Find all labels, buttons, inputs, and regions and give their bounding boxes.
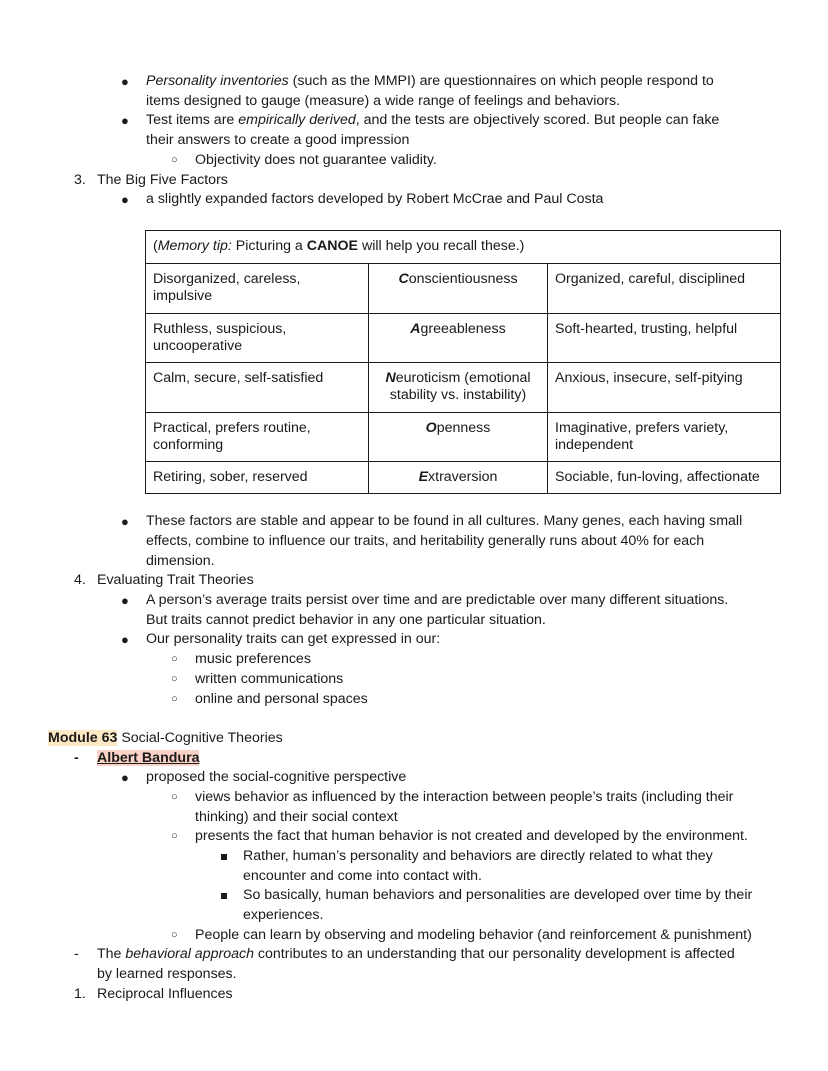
factor-rest: euroticism (emotional stability vs. instability): [389, 370, 531, 404]
low-trait-cell: Calm, secure, self-satisfied: [146, 363, 369, 413]
table-row: [146, 412, 781, 462]
inventory-line-1: [146, 72, 714, 92]
hollow-bullet-icon: ○: [171, 673, 178, 685]
memory-tip-label: Memory tip:: [157, 238, 232, 254]
factor-rest: greeableness: [420, 320, 506, 337]
test-items-post: , and the tests are objectively scored. But people can fake: [355, 112, 720, 128]
factor-cell: [369, 363, 548, 413]
dash-marker: -: [74, 946, 79, 962]
section-4-number: 4.: [74, 572, 86, 588]
high-trait-cell: Sociable, fun-loving, affectionate: [548, 462, 781, 494]
high-trait-cell: Imaginative, prefers variety, independent: [548, 412, 781, 462]
table-row: [146, 231, 781, 264]
factor-initial: E: [418, 469, 429, 486]
factor-initial: A: [410, 320, 421, 337]
hollow-bullet-icon: ○: [171, 154, 178, 166]
list-item: online and personal spaces: [195, 691, 368, 707]
item-1-number: 1.: [74, 986, 86, 1002]
factor-rest: onscientiousness: [408, 271, 518, 287]
behavioral-pre: The: [97, 946, 126, 962]
hollow-bullet-icon: ○: [171, 791, 178, 803]
behavioral-term: behavioral approach: [125, 946, 254, 962]
factor-cell: [369, 313, 548, 363]
list-item: written communications: [195, 671, 344, 687]
high-trait-cell: Organized, careful, disciplined: [548, 264, 781, 314]
hollow-bullet-icon: ○: [171, 929, 178, 941]
behavioral-line-2: by learned responses.: [97, 966, 237, 982]
item-1-title: Reciprocal Influences: [97, 986, 233, 1002]
validity-note: Objectivity does not guarantee validity.: [195, 152, 437, 168]
traits-persist-line-1: A person’s average traits persist over time and are predictable over many different situations.: [146, 592, 729, 608]
basically-line-1: So basically, human behaviors and personalities are developed over time by their: [243, 887, 753, 903]
observing-note: People can learn by observing and modeling behavior (and reinforcement & punishment): [195, 927, 752, 943]
interaction-line-1: views behavior as influenced by the interaction between people’s traits (including their: [195, 789, 734, 805]
test-items-line-2: their answers to create a good impression: [146, 132, 410, 148]
test-items-term: empirically derived: [238, 112, 356, 128]
section-3-number: 3.: [74, 172, 86, 188]
factor-cell: [369, 412, 548, 462]
section-3-title: The Big Five Factors: [97, 172, 228, 188]
module-title: Social-Cognitive Theories: [117, 730, 283, 746]
hollow-bullet-icon: ○: [171, 830, 178, 842]
table-row: [146, 462, 781, 494]
factor-rest: xtraversion: [428, 469, 498, 486]
behavioral-line-1: [97, 945, 735, 965]
bandura-name: [97, 749, 199, 769]
traits-expressed: Our personality traits can get expressed in our:: [146, 631, 441, 647]
test-items-line-1: [146, 111, 719, 131]
hollow-bullet-icon: ○: [171, 653, 178, 665]
square-bullet-icon: [221, 854, 227, 860]
square-bullet-icon: [221, 893, 227, 899]
bullet-icon: ●: [121, 593, 129, 608]
social-cognitive-bullet: proposed the social-cognitive perspective: [146, 769, 407, 785]
memory-tip-post: will help you recall these.): [358, 238, 525, 254]
dash-marker: -: [74, 750, 79, 766]
table-row: [146, 264, 781, 314]
bullet-icon: ●: [121, 632, 129, 647]
factor-rest: penness: [436, 419, 491, 436]
memory-tip-open: (: [153, 238, 158, 254]
bullet-icon: ●: [121, 192, 129, 207]
factor-initial: C: [398, 271, 409, 287]
high-trait-cell: Anxious, insecure, self-pitying: [548, 363, 781, 413]
traits-persist-line-2: But traits cannot predict behavior in any one particular situation.: [146, 612, 546, 628]
low-trait-cell: Ruthless, suspicious, uncooperative: [146, 313, 369, 363]
module-label: Module 63: [48, 730, 118, 746]
inventory-term: Personality inventories: [146, 73, 289, 89]
low-trait-cell: Retiring, sober, reserved: [146, 462, 369, 494]
inventory-text: (such as the MMPI) are questionnaires on which people respond to: [288, 73, 714, 89]
hollow-bullet-icon: ○: [171, 693, 178, 705]
low-trait-cell: Disorganized, careless, impulsive: [146, 264, 369, 314]
rather-line-2: encounter and come into contact with.: [243, 868, 482, 884]
list-item: music preferences: [195, 651, 311, 667]
memory-tip: [146, 231, 781, 264]
big-five-table: [145, 230, 781, 494]
factor-initial: N: [385, 370, 396, 387]
section-4-title: Evaluating Trait Theories: [97, 572, 254, 588]
stability-line-1: These factors are stable and appear to be found in all cultures. Many genes, each having small: [146, 513, 743, 529]
bullet-icon: ●: [121, 770, 129, 785]
module-heading: [48, 729, 283, 749]
inventory-line-2: items designed to gauge (measure) a wide range of feelings and behaviors.: [146, 93, 620, 109]
high-trait-cell: Soft-hearted, trusting, helpful: [548, 313, 781, 363]
environment-note: presents the fact that human behavior is not created and developed by the environment.: [195, 828, 748, 844]
test-items-pre: Test items are: [146, 112, 239, 128]
memory-tip-canoe: CANOE: [306, 238, 359, 254]
bandura-name-text: Albert Bandura: [97, 750, 200, 766]
table-row: [146, 363, 781, 413]
behavioral-post: contributes to an understanding that our personality development is affected: [253, 946, 735, 962]
bullet-icon: ●: [121, 514, 129, 529]
memory-tip-mid: Picturing a: [231, 238, 307, 254]
interaction-line-2: thinking) and their social context: [195, 809, 398, 825]
basically-line-2: experiences.: [243, 907, 324, 923]
big-five-origin: a slightly expanded factors developed by Robert McCrae and Paul Costa: [146, 191, 604, 207]
factor-initial: O: [425, 419, 437, 436]
low-trait-cell: Practical, prefers routine, conforming: [146, 412, 369, 462]
rather-line-1: Rather, human’s personality and behaviors are directly related to what they: [243, 848, 713, 864]
stability-line-2: effects, combine to influence our traits, and heritability generally runs about 40% for each: [146, 533, 705, 549]
bullet-icon: ●: [121, 113, 129, 128]
factor-cell: [369, 462, 548, 494]
bullet-icon: ●: [121, 74, 129, 89]
table-row: [146, 313, 781, 363]
factor-cell: [369, 264, 548, 314]
stability-line-3: dimension.: [146, 553, 215, 569]
